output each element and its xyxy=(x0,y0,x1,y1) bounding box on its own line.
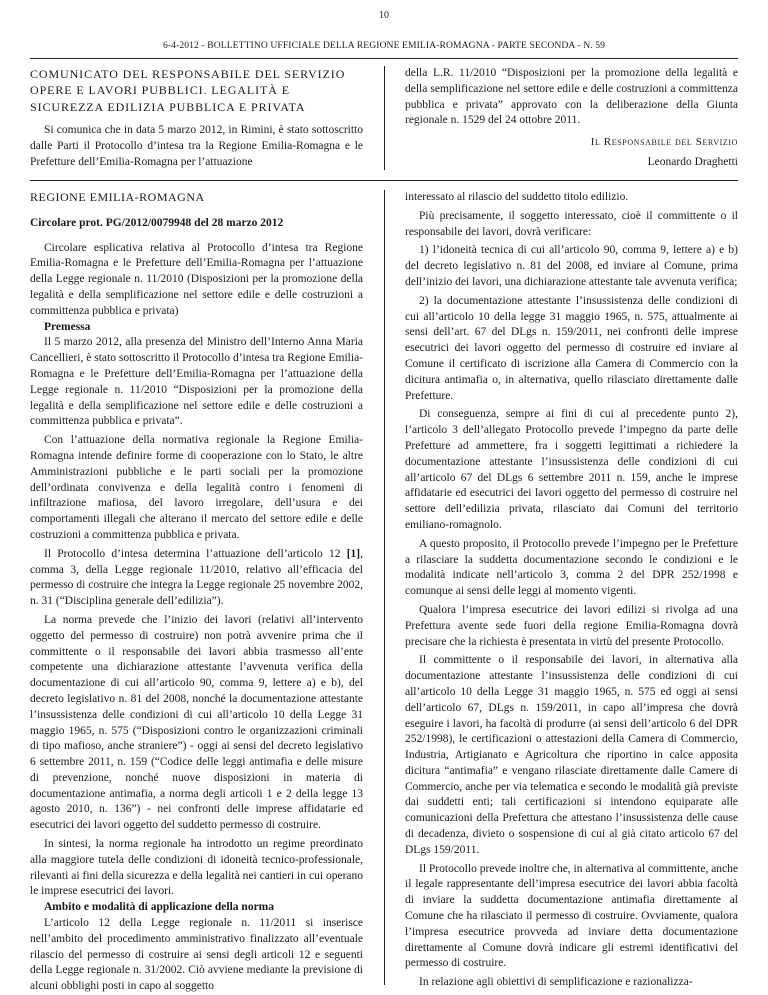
paragraph: Con l’attuazione della normativa regionale la Regione Emilia-Romagna intende definire forme di cooperazione con lo Stato, le altre Amministrazioni pubbliche e le parti sociali per la promozione dell’ordinata convivenza e della legalità contro i fenomeni di infiltrazione mafiosa, del lavoro irregolare, dell’usura e dei comportamenti illegali che alterano il mercato del settore edile e delle costruzioni a committenza pubblica e privata. xyxy=(30,434,363,541)
list-item: 1) l’idoneità tecnica di cui all’articolo 90, comma 9, lettere a) e b) del decreto legislativo n. 81 del 2008, ed inviare al Comune, prima dell’inizio dei lavori, una dichiarazione attestante tale avvenuta verifica; xyxy=(405,244,738,288)
column-divider-bottom xyxy=(384,190,385,985)
section-rule xyxy=(30,180,738,181)
page-number: 10 xyxy=(379,10,389,21)
circolare-title: Circolare prot. PG/2012/0079948 del 28 marzo 2012 xyxy=(30,216,284,229)
signature-role: Il Responsabile del Servizio xyxy=(590,136,738,149)
section-title: REGIONE EMILIA-ROMAGNA xyxy=(30,190,205,204)
header-rule xyxy=(30,58,738,59)
signature-name: Leonardo Draghetti xyxy=(647,155,738,168)
paragraph: Di conseguenza, sempre ai fini di cui al precedente punto 2), l’articolo 3 dell’allegato Protocollo prevede l’impegno da parte delle Prefetture ad ammettere, fra i soggetti legittimati a richiedere la documentazione attestante l’insussistenza delle condizioni di cui all’articolo 67 del DLgs 6 settembre 2011 n. 159, anche le imprese affidatarie ed esecutrici dei lavori oggetto del permesso di costruire nel settore dell’edilizia privata, rilasciato dai Comuni del territorio emiliano-romagnolo. xyxy=(405,408,738,531)
paragraph: Qualora l’impresa esecutrice dei lavori edilizi si rivolga ad una Prefettura avente sede fuori della regione Emilia-Romagna dovrà precisare che la richiesta è presentata in virtù del presente Protocollo. xyxy=(405,603,738,648)
paragraph: Il committente o il responsabile dei lavori, in alternativa alla documentazione attestante l’insussistenza delle condizioni di cui all’articolo 10 della Legge 31 maggio 1965, n. 575 ed oggi ai sensi dell’articolo 67, DLgs n. 159/2011, in capo all’impresa che dovrà eseguire i lavori, ha facoltà di produrre (ai sensi dell’articolo 6 del DPR 252/1998), le certificazioni o attestazioni della Camera di Commercio, Industria, Artigianato e Agricoltura che riportino in calce apposita dicitura “antimafia” e vengano rilasciate direttamente dalle Camere di Commercio, anche per via telematica e secondo le modalità già previste dai suddetti enti; tali certificazioni si intendono equiparate alle comunicazioni della Prefettura che attestano l’insussistenza delle cause di decadenza, divieto o sospensione di cui al già citato articolo 67 del DLgs 159/2011. xyxy=(405,654,738,856)
paragraph: interessato al rilascio del suddetto titolo edilizio. xyxy=(405,191,629,203)
paragraph: In sintesi, la norma regionale ha introdotto un regime preordinato alla maggiore tutela delle condizioni di idoneità tecnico-professionale, rilevanti ai fini della sicurezza e della legalità nei cantieri in cui operano le imprese esecutrici dei lavori. xyxy=(30,838,363,898)
paragraph: La norma prevede che l’inizio dei lavori (relativi all’intervento oggetto del permesso di costruire) non potrà avvenire prima che il committente o il responsabile dei lavori abbia trasmesso all’ente competente una dichiarazione attestante l’avvenuta verifica della documentazione di cui all’articolo 90, comma 9, lettere a) e b), del decreto legislativo n. 81 del 2008, nonché la documentazione attestante l’insussistenza delle condizioni di cui all’articolo 10 della Legge 31 maggio 1965, n. 575 (“Disposizioni contro le organizzazioni criminali di tipo mafioso, anche straniere”) - oggi ai sensi del decreto legislativo 6 settembre 2011, n. 159 (“Codice delle leggi antimafia e delle misure di prevenzione, nonché nuove disposizioni in materia di documentazione antimafia, a norma degli articoli 1 e 2 della legge 13 agosto 2010, n. 136”) - nei confronti delle imprese affidatarie ed esecutrici dei lavori oggetto del suddetto permesso di costruire. xyxy=(30,613,363,832)
list-item: 2) la documentazione attestante l’insussistenza delle condizioni di cui all’articolo 10 della legge 31 maggio 1965, n. 575, attualmente ai sensi dell’art. 67 del DLgs n. 159/2011, nei confronti delle imprese esecutrici dei lavori oggetto del permesso di costruire ed inviare al Comune il certificato di iscrizione alla Camera di Commercio con la dicitura antimafia o, in alternativa, quello rilasciato direttamente dalle Prefetture. xyxy=(405,294,738,402)
comunicato-left-column xyxy=(30,66,363,171)
running-header: 6-4-2012 - BOLLETTINO UFFICIALE DELLA REGIONE EMILIA-ROMAGNA - PARTE SECONDA - N. 59 xyxy=(162,40,606,51)
premessa-heading: Premessa xyxy=(44,320,91,333)
comunicato-body-right: della L.R. 11/2010 “Disposizioni per la promozione della legalità e della semplificazione nel settore edile e delle costruzioni a committenza pubblica e privata” approvato con la deliberazione della Giunta regionale n. 1529 del 24 ottobre 2011. xyxy=(405,67,738,127)
ambito-heading: Ambito e modalità di applicazione della norma xyxy=(44,901,274,914)
circolare-right-column xyxy=(405,190,738,991)
paragraph: L’articolo 12 della Legge regionale n. 11/2011 si inserisce nell’ambito del procedimento amministrativo finalizzato all’eventuale rilascio del permesso di costruire ai sensi degli articoli 12 e seguenti della Legge regionale n. 31/2002. Ciò avviene mediante la previsione di alcuni obblighi posti in capo al soggetto xyxy=(30,917,363,993)
paragraph: In relazione agli obiettivi di semplificazione e razionalizza- xyxy=(419,976,693,989)
paragraph: Il Protocollo prevede inoltre che, in alternativa al committente, anche il legale rappresentante dell’impresa esecutrice dei lavori abbia facoltà di inviare la suddetta documentazione antimafia direttamente al Comune che ha rilasciato il permesso di costruire. Ovviamente, qualora l’impresa esecutrice provveda ad inviare detta documentazione direttamente al Comune dovrà indicare gli estremi identificativi del permesso di costruire. xyxy=(405,862,739,970)
comunicato-title: COMUNICATO DEL RESPONSABILE DEL SERVIZIO OPERE E LAVORI PUBBLICI. LEGALITÀ E SICUREZZA EDILIZIA PUBBLICA E PRIVATA xyxy=(30,67,346,114)
circolare-intro: Circolare esplicativa relativa al Protocollo d’intesa tra Regione Emilia-Romagna e le Prefetture dell’Emilia-Romagna per l’attuazione della Legge regionale n. 11/2010 (Disposizioni per la promozione della legalità e della semplificazione nel settore edile e delle costruzioni a committenza pubblica e privata) xyxy=(30,241,363,317)
paragraph: Il 5 marzo 2012, alla presenza del Ministro dell’Interno Anna Maria Cancellieri, è stato sottoscritto il Protocollo d’intesa tra Regione Emilia-Romagna e le Prefetture dell’Emilia-Romagna per l’attuazione della Legge regionale n. 11/2010 “Disposizioni per la promozione della legalità e della semplificazione nel settore edile e delle costruzioni a committenza pubblica e privata”. xyxy=(30,336,363,428)
text: Il Protocollo d’intesa determina l’attuazione dell’articolo 12 xyxy=(44,547,347,560)
column-divider-top xyxy=(384,66,385,170)
comunicato-right-column xyxy=(405,66,738,171)
paragraph-ref xyxy=(30,547,363,610)
text: , comma 3, della Legge regionale 11/2010, relativo all’efficacia del permesso di costruire che integra la Legge regionale 25 novembre 2002, n. 31 (“Disciplina generale dell’edilizia”). xyxy=(30,547,363,608)
circolare-left-column xyxy=(30,190,363,995)
footnote-link[interactable]: [1] xyxy=(346,547,361,560)
comunicato-body-left: Si comunica che in data 5 marzo 2012, in Rimini, è stato sottoscritto dalle Parti il Protocollo d’intesa tra la Regione Emilia-Romagna e le Prefetture dell’Emilia-Romagna per l’attuazione xyxy=(30,124,363,168)
paragraph: A questo proposito, il Protocollo prevede l’impegno per le Prefetture a rilasciare la suddetta documentazione secondo le condizioni e le modalità indicate nell’articolo 3, comma 2 del DPR 252/1998 e comunque ai sensi delle leggi al momento vigenti. xyxy=(405,537,738,598)
paragraph: Più precisamente, il soggetto interessato, cioè il committente o il responsabile dei lavori, dovrà verificare: xyxy=(405,209,738,238)
